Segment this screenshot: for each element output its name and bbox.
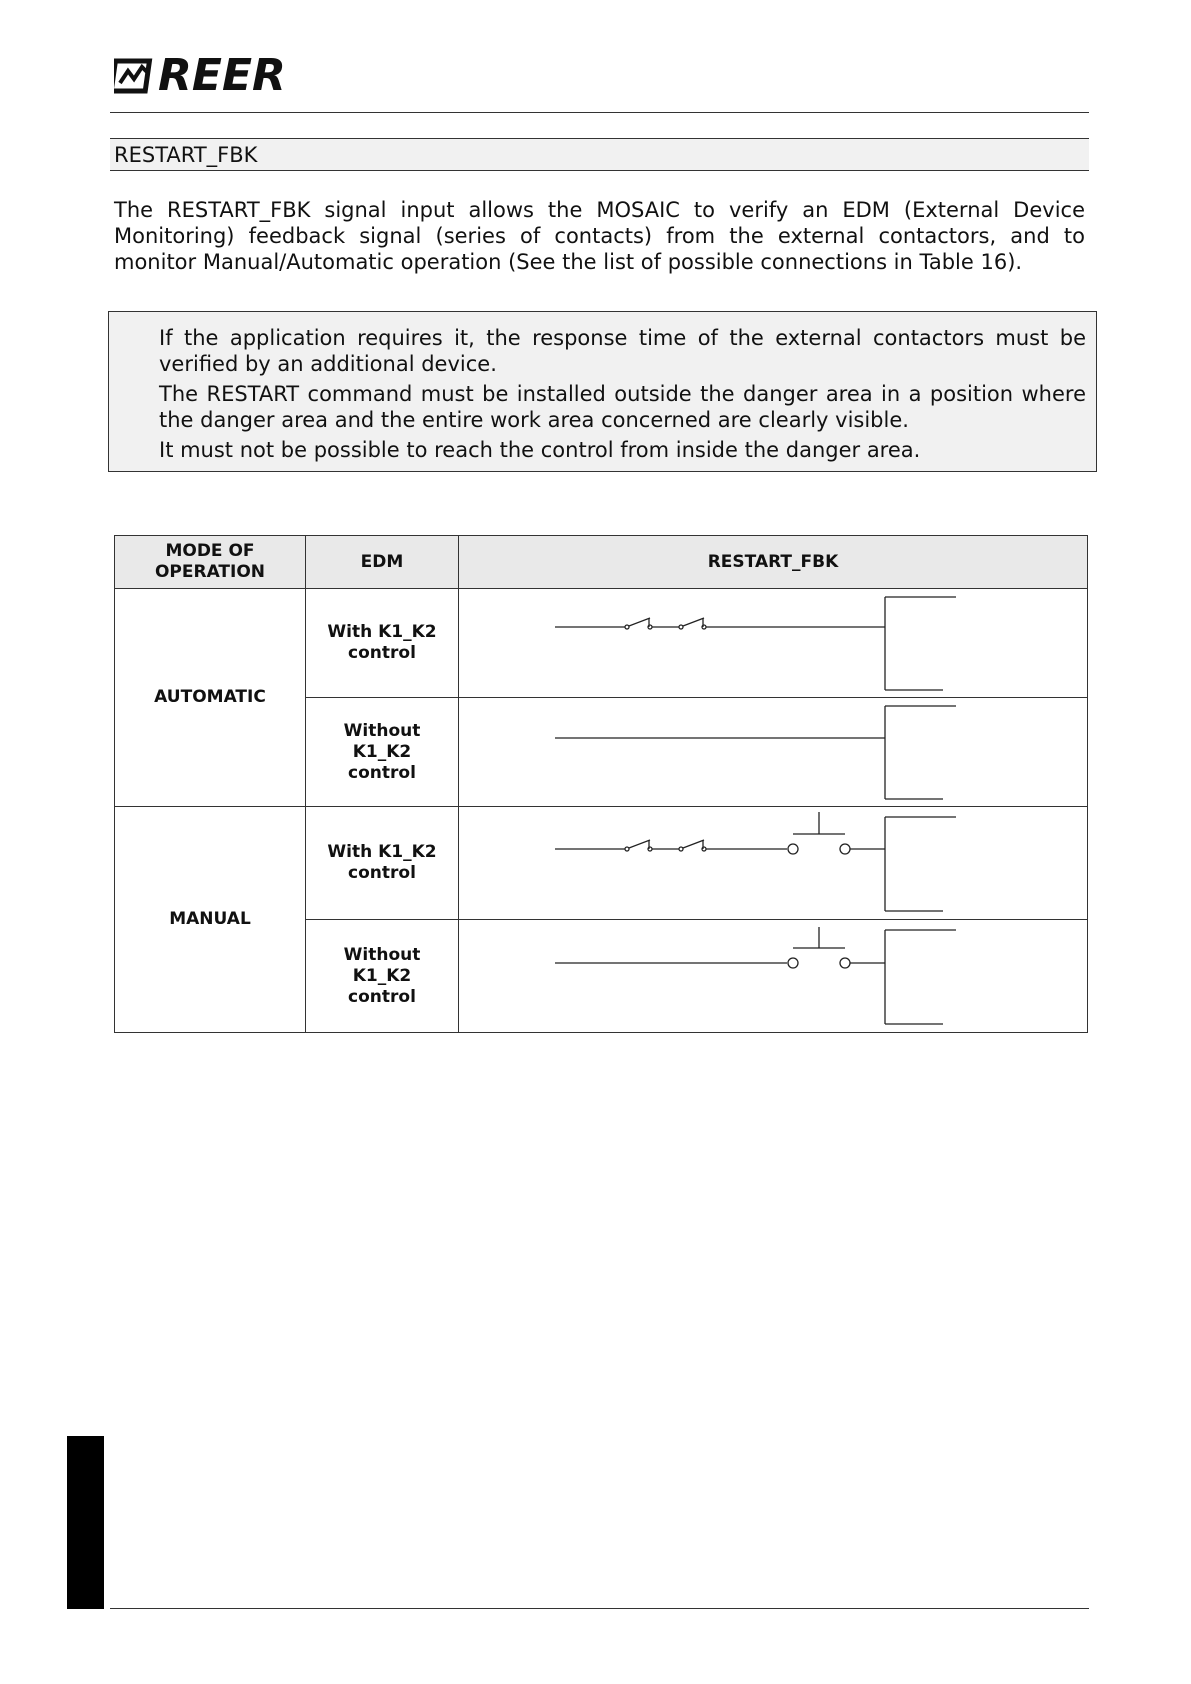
mode-manual: MANUAL bbox=[115, 807, 306, 1033]
reer-logo-icon bbox=[114, 57, 154, 95]
restart-fbk-table bbox=[114, 535, 1088, 1033]
header-divider bbox=[110, 112, 1089, 113]
diagram-cell bbox=[459, 920, 1088, 1033]
diagram-pushbutton bbox=[459, 920, 1088, 1033]
edm-cell: With K1_K2 control bbox=[306, 807, 459, 920]
diagram-two-nc-contacts bbox=[459, 589, 1088, 698]
note-restart-location: The RESTART command must be installed outside the danger area in a position where the danger area and the entire work area concerned are clearly visible. bbox=[159, 382, 1086, 432]
note-danger-area: It must not be possible to reach the control from inside the danger area. bbox=[159, 438, 921, 462]
header-restart-fbk: RESTART_FBK bbox=[459, 536, 1088, 589]
note-response-time: If the application requires it, the response time of the external contactors must be verified by an additional device. bbox=[159, 326, 1086, 376]
reer-logo bbox=[114, 52, 286, 100]
section-title: RESTART_FBK bbox=[114, 143, 258, 167]
edm-cell: With K1_K2 control bbox=[306, 589, 459, 698]
edm-cell: Without K1_K2 control bbox=[306, 698, 459, 807]
section-header bbox=[110, 138, 1089, 171]
footer-divider bbox=[110, 1608, 1089, 1609]
diagram-cell bbox=[459, 807, 1088, 920]
warning-note-box bbox=[108, 311, 1097, 472]
header-edm: EDM bbox=[306, 536, 459, 589]
logo-wordmark: REER bbox=[158, 50, 286, 101]
mode-automatic: AUTOMATIC bbox=[115, 589, 306, 807]
diagram-cell bbox=[459, 698, 1088, 807]
edm-cell: Without K1_K2 control bbox=[306, 920, 459, 1033]
diagram-direct-wire bbox=[459, 698, 1088, 807]
header-mode-of-operation: MODE OF OPERATION bbox=[115, 536, 306, 589]
side-language-tab bbox=[67, 1436, 104, 1609]
diagram-cell bbox=[459, 589, 1088, 698]
intro-paragraph: The RESTART_FBK signal input allows the MOSAIC to verify an EDM (External Device Monitoring) feedback signal (series of contacts) from the external contactors, and to monitor Manual/Automatic operation (See the list of possible connections in Table 16). bbox=[114, 198, 1085, 274]
diagram-two-nc-contacts-plus-pushbutton bbox=[459, 807, 1088, 920]
